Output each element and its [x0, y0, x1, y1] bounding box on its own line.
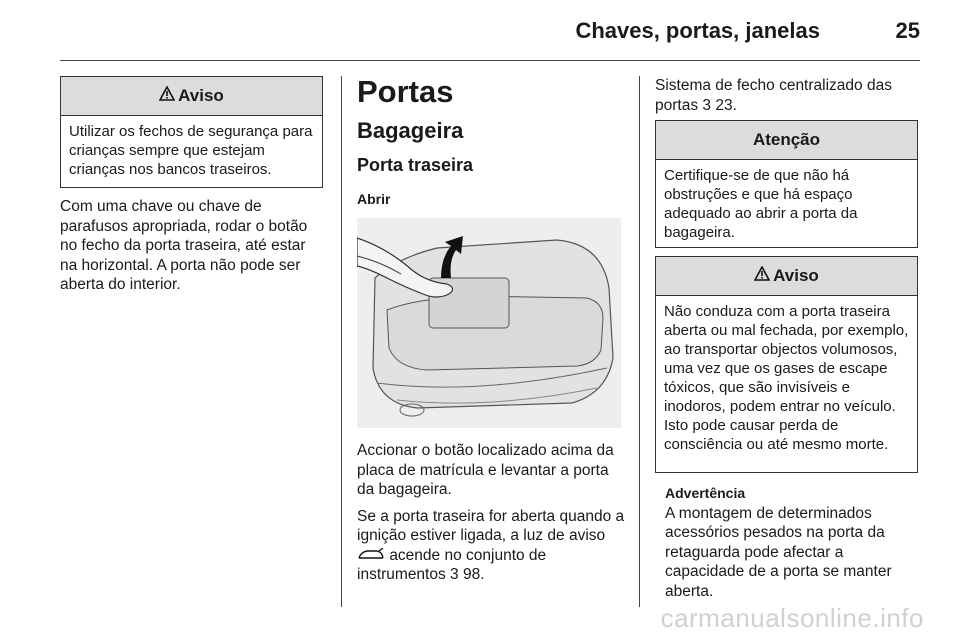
attention-box-header: Atenção — [656, 121, 917, 160]
note-text: A montagem de determinados acessórios pesados na porta da retaguarda pode afectar a capacidade de a porta se manter aberta. — [665, 504, 892, 600]
note-title: Advertência — [665, 485, 746, 501]
rear-door-lock-paragraph: Com uma chave ou chave de parafusos apropriada, rodar o botão no fecho da porta traseira, até estar na horizontal. A porta não pode ser aberta do interior. — [60, 198, 308, 293]
warning-triangle-icon — [754, 266, 770, 286]
warning-box-title: Aviso — [773, 266, 819, 285]
watermark: carmanualsonline.info — [660, 603, 924, 633]
warning-box-header — [656, 257, 917, 296]
note-block — [665, 484, 915, 601]
warning-box-child-locks — [60, 76, 323, 188]
page-reference: 23. — [715, 96, 737, 114]
heading-abrir: Abrir — [357, 191, 391, 207]
header-divider — [60, 60, 920, 61]
heading-porta-traseira: Porta traseira — [357, 155, 474, 175]
central-locking-text: Sistema de fecho centralizado das portas — [655, 77, 892, 114]
heading-portas: Portas — [357, 74, 454, 109]
attention-box — [655, 120, 918, 248]
tailgate-illustration — [357, 218, 621, 428]
page-number: 25 — [895, 18, 920, 43]
warning-light-text-a: Se a porta traseira for aberta quando a ignição estiver ligada, a luz de aviso — [357, 507, 625, 544]
attention-box-text: Certifique-se de que não há obstruções e que há espaço adequado ao abrir a porta da bagageira. — [664, 167, 858, 241]
warning-box-text: Utilizar os fechos de segurança para crianças sempre que estejam crianças nos bancos traseiros. — [69, 123, 313, 178]
warning-box-header — [61, 77, 322, 116]
warning-light-text — [357, 507, 625, 585]
warning-triangle-icon — [159, 86, 175, 106]
warning-box-exhaust — [655, 256, 918, 473]
column-divider-right — [639, 76, 640, 607]
warning-light-text-b: acende no conjunto de instrumentos — [357, 546, 547, 583]
page-header-title: Chaves, portas, janelas — [575, 18, 820, 43]
reference-arrow-icon: 3 — [450, 566, 459, 583]
reference-arrow-icon: 3 — [702, 96, 712, 114]
open-door-warning-icon — [357, 547, 389, 564]
heading-bagageira: Bagageira — [357, 118, 464, 143]
page-reference: 98. — [462, 566, 485, 583]
warning-box-title: Aviso — [178, 86, 224, 105]
open-procedure-paragraph — [357, 441, 625, 592]
open-procedure-text: Accionar o botão localizado acima da placa de matrícula e levantar a porta da bagageira. — [357, 442, 614, 498]
warning-box-text: Não conduza com a porta traseira aberta ou mal fechada, por exemplo, ao transportar objectos volumosos, uma vez que os gases de escape tóxicos, que são invisíveis e inodoros, podem entrar no veículo. Isto pode causar perda de consciência ou até mesmo morte. — [664, 303, 909, 453]
column-divider-left — [341, 76, 342, 607]
central-locking-reference — [655, 76, 917, 115]
